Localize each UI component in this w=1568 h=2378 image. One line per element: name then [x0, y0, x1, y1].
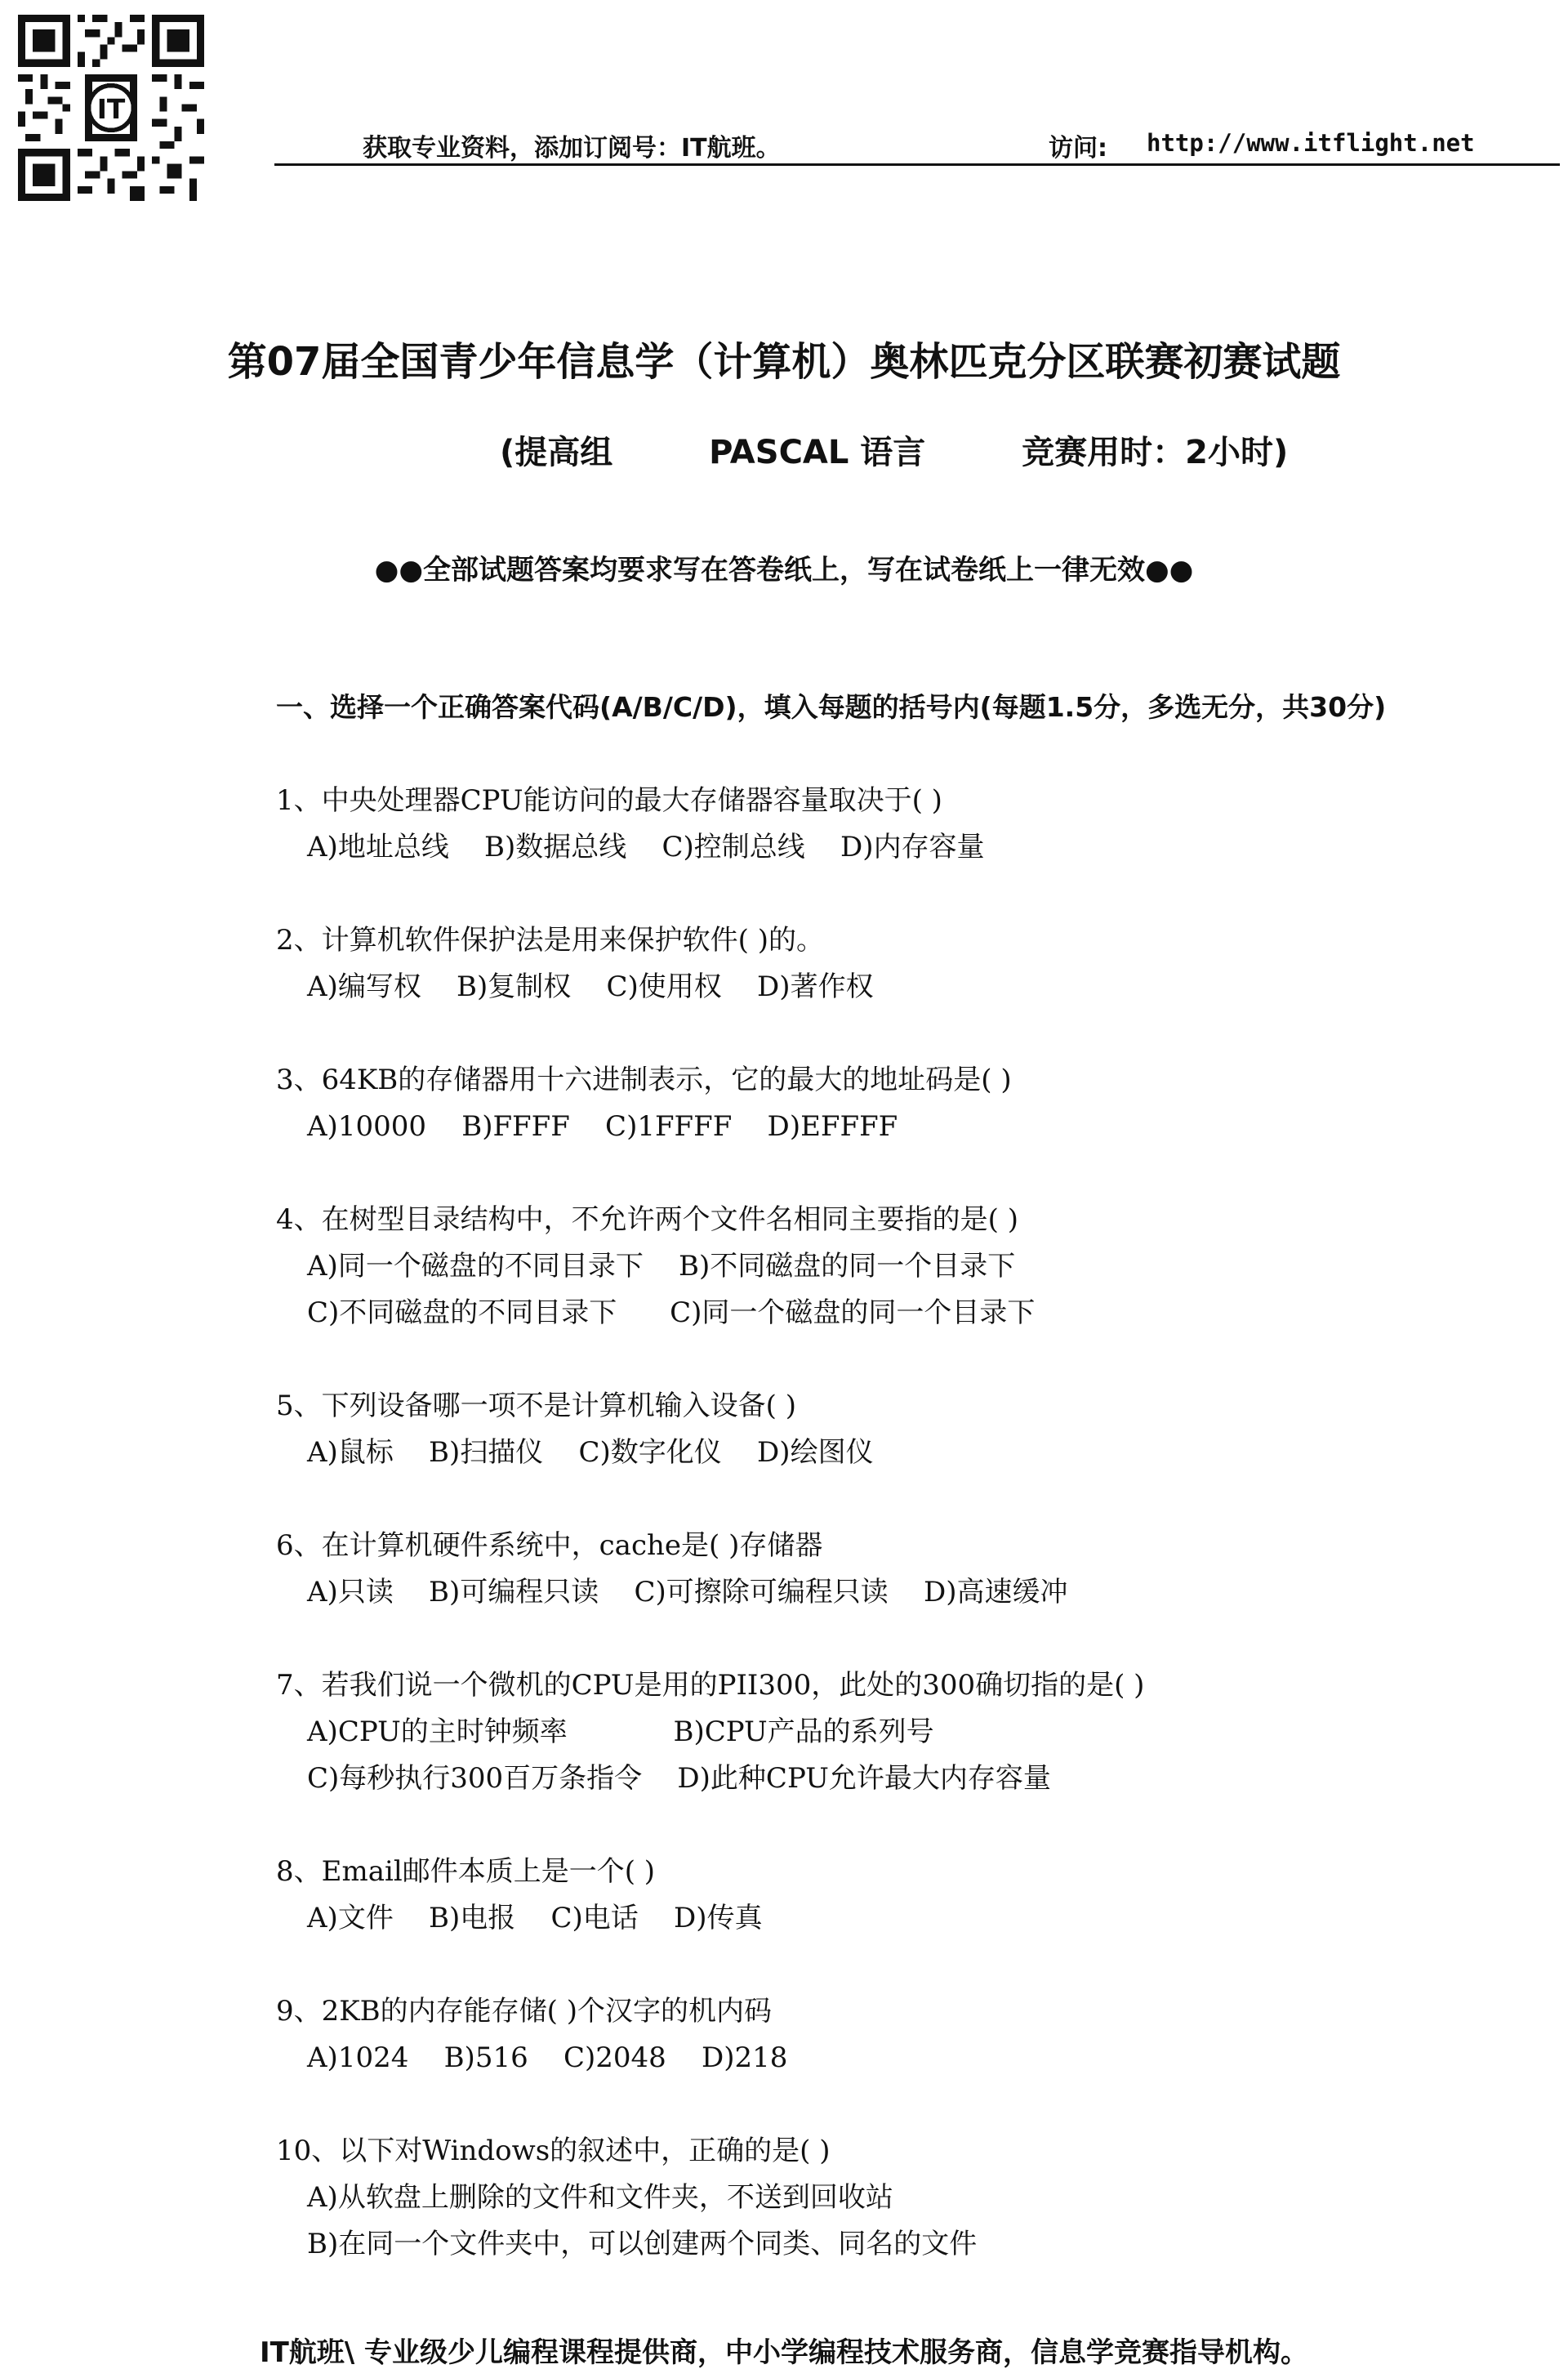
question-options: C)每秒执行300百万条指令 D)此种CPU允许最大内存容量: [307, 1762, 1051, 1795]
question-9: [276, 1988, 1550, 2081]
question-options: A)编写权 B)复制权 C)使用权 D)著作权: [307, 970, 874, 1003]
header-divider: [274, 163, 1560, 166]
header-url-link[interactable]: http://www.itflight.net: [1147, 129, 1475, 157]
question-text: 5、下列设备哪一项不是计算机输入设备( ): [276, 1390, 796, 1422]
question-text: 8、Email邮件本质上是一个( ): [276, 1855, 656, 1888]
question-options: A)鼠标 B)扫描仪 C)数字化仪 D)绘图仪: [307, 1436, 874, 1469]
header-visit-label: 访问:: [1049, 134, 1107, 163]
question-text: 9、2KB的内存能存储( )个汉字的机内码: [276, 1995, 772, 2028]
question-6: [276, 1523, 1550, 1616]
subtitle-time: 竞赛用时：2小时): [1022, 434, 1289, 471]
question-7: [276, 1662, 1550, 1802]
question-options: A)同一个磁盘的不同目录下 B)不同磁盘的同一个目录下: [307, 1250, 1016, 1283]
question-options: A)文件 B)电报 C)电话 D)传真: [307, 1902, 763, 1934]
question-text: 4、在树型目录结构中，不允许两个文件名相同主要指的是( ): [276, 1203, 1018, 1236]
qr-code-image: [15, 15, 207, 201]
question-options: A)从软盘上删除的文件和文件夹，不送到回收站: [307, 2181, 893, 2214]
question-4: [276, 1197, 1550, 1336]
question-options: A)只读 B)可编程只读 C)可擦除可编程只读 D)高速缓冲: [307, 1576, 1068, 1608]
question-options: C)不同磁盘的不同目录下 C)同一个磁盘的同一个目录下: [307, 1296, 1036, 1329]
header-subscribe-text: 获取专业资料，添加订阅号：IT航班。: [363, 134, 781, 163]
subtitle-group: (提高组: [500, 434, 613, 471]
subtitle-language: PASCAL 语言: [709, 434, 926, 471]
question-text: 7、若我们说一个微机的CPU是用的PII300，此处的300确切指的是( ): [276, 1669, 1145, 1702]
question-text: 10、以下对Windows的叙述中，正确的是( ): [276, 2135, 831, 2167]
question-options: A)10000 B)FFFF C)1FFFF D)EFFFF: [307, 1110, 898, 1143]
question-options: B)在同一个文件夹中，可以创建两个同类、同名的文件: [307, 2228, 978, 2260]
question-options: A)CPU的主时钟频率 B)CPU产品的系列号: [307, 1715, 934, 1748]
question-2: [276, 917, 1550, 1011]
exam-subtitle: [500, 426, 1288, 473]
question-options: A)1024 B)516 C)2048 D)218: [307, 2041, 788, 2074]
question-text: 2、计算机软件保护法是用来保护软件( )的。: [276, 924, 824, 957]
question-5: [276, 1383, 1550, 1476]
question-3: [276, 1057, 1550, 1150]
question-10: [276, 2128, 1550, 2268]
exam-title: 第07届全国青少年信息学（计算机）奥林匹克分区联赛初赛试题: [227, 339, 1341, 385]
question-text: 6、在计算机硬件系统中，cache是( )存储器: [276, 1529, 823, 1562]
question-options: A)地址总线 B)数据总线 C)控制总线 D)内存容量: [307, 831, 985, 863]
question-text: 3、64KB的存储器用十六进制表示，它的最大的地址码是( ): [276, 1064, 1012, 1096]
exam-notice: ●●全部试题答案均要求写在答卷纸上，写在试卷纸上一律无效●●: [374, 554, 1194, 587]
question-8: [276, 1849, 1550, 1942]
page-footer: IT航班\ 专业级少儿编程课程提供商，中小学编程技术服务商，信息学竞赛指导机构。: [259, 2336, 1309, 2369]
question-1: [276, 778, 1550, 871]
svg-text:IT: IT: [96, 93, 126, 125]
section-heading: 一、选择一个正确答案代码(A/B/C/D)，填入每题的括号内(每题1.5分，多选无分，共30分): [276, 691, 1387, 723]
question-list: [276, 778, 1550, 2314]
question-text: 1、中央处理器CPU能访问的最大存储器容量取决于( ): [276, 784, 942, 817]
